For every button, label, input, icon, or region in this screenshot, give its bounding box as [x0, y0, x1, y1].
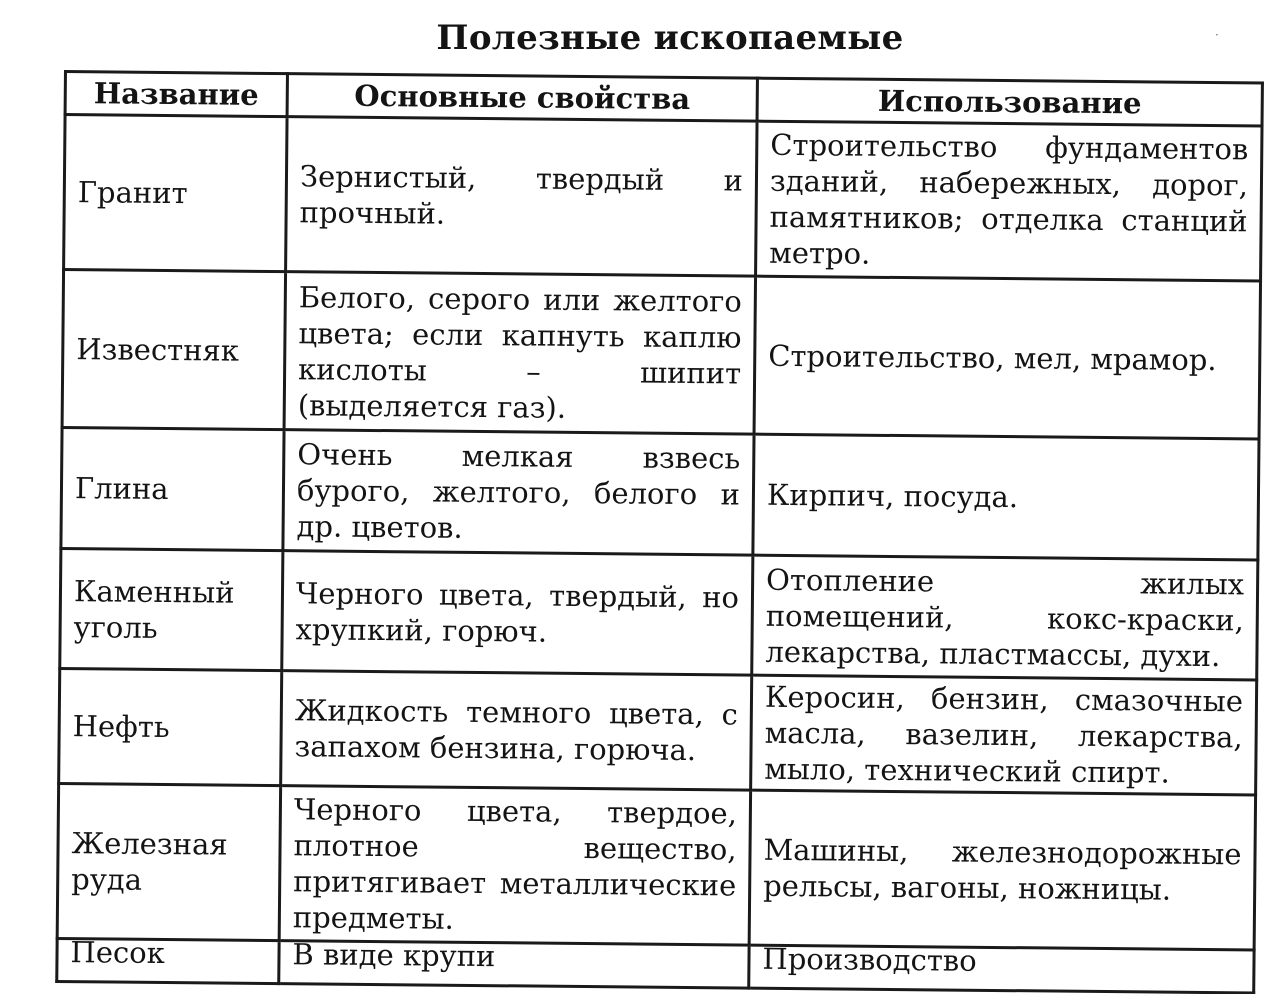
- mineral-name: Каменный уголь: [60, 548, 283, 670]
- mineral-properties: Белого, серого или желтого цвета; если капнуть каплю кислоты – шипит (выделяется газ).: [284, 272, 755, 435]
- mineral-usage: Строительство, мел, мрамор.: [754, 276, 1260, 439]
- table-row: [60, 548, 1258, 679]
- mineral-name: Нефть: [59, 668, 282, 785]
- mineral-name: Глина: [61, 427, 284, 550]
- mineral-properties: Черного цвета, твердый, но хрупкий, горюч.: [282, 551, 753, 676]
- mineral-properties: Зернистый, твердый и прочный.: [286, 117, 757, 277]
- mineral-properties: Черного цвета, твердое, плотное вещество, притягивает металлические предметы.: [279, 786, 750, 946]
- mineral-usage: [749, 941, 1254, 993]
- mineral-properties-text: В виде крупи: [292, 937, 496, 974]
- minerals-table-container: [55, 70, 1264, 994]
- page-title: Полезные ископаемые: [436, 18, 904, 58]
- table-row: [64, 115, 1262, 281]
- table-row: [57, 783, 1255, 949]
- mineral-name: Гранит: [64, 115, 287, 272]
- header-properties: Основные свойства: [287, 74, 757, 122]
- header-usage: Использование: [757, 78, 1262, 126]
- mineral-usage-text: Производство: [762, 941, 977, 978]
- table-row: [59, 668, 1257, 794]
- mineral-usage: Отопление жилых помещений, кокс-краски, лекарства, пластмассы, духи.: [752, 555, 1258, 680]
- mineral-name: [57, 935, 279, 983]
- mineral-usage: Кирпич, посуда.: [753, 434, 1259, 560]
- mineral-usage: Строительство фундаментов зданий, набережных, дорог, памятников; отделка станций метро.: [756, 121, 1262, 281]
- mineral-properties: Очень мелкая взвесь бурого, желтого, белого и др. цветов.: [283, 430, 754, 556]
- table-row: [62, 270, 1260, 439]
- mineral-name-text: Песок: [70, 935, 165, 971]
- scan-speck: ·: [1215, 28, 1219, 42]
- mineral-name: Железная руда: [57, 783, 280, 940]
- minerals-table: [55, 70, 1264, 994]
- mineral-usage: Машины, железнодорожные рельсы, вагоны, ножницы.: [749, 790, 1255, 950]
- table-row: [57, 938, 1254, 992]
- mineral-usage: Керосин, бензин, смазочные масла, вазелин, лекарства, мыло, технический спирт.: [751, 675, 1257, 795]
- header-name: Название: [65, 72, 287, 117]
- mineral-properties: Жидкость темного цвета, с запахом бензина, горюча.: [281, 671, 752, 791]
- table-row: [61, 427, 1259, 559]
- mineral-name: Известняк: [62, 270, 286, 430]
